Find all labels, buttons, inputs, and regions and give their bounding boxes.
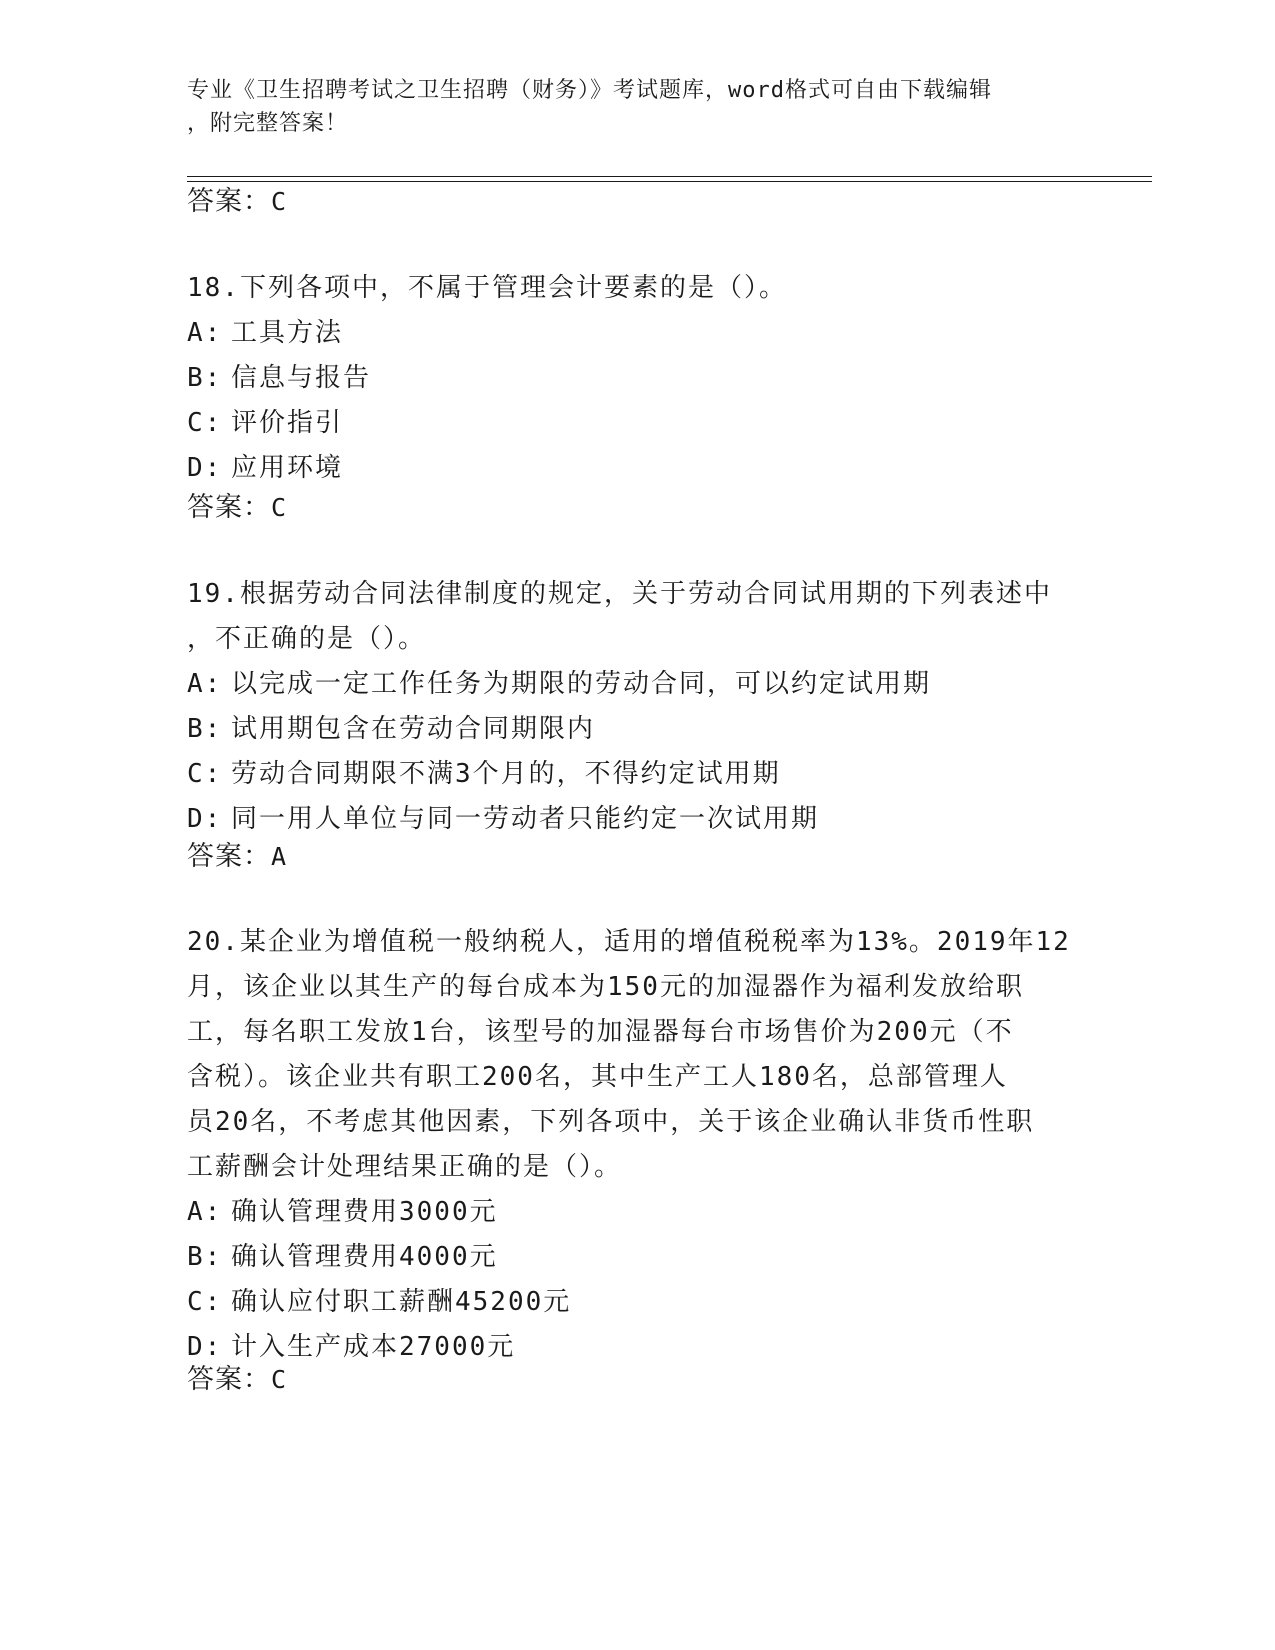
header-line-1: 专业《卫生招聘考试之卫生招聘（财务）》考试题库，word格式可自由下载编辑 xyxy=(187,78,992,103)
answer-label: 答案： xyxy=(187,841,271,872)
option-letter: D: xyxy=(187,453,223,483)
option-text: 确认管理费用4000元 xyxy=(231,1242,498,1272)
option-text: 确认应付职工薪酬45200元 xyxy=(231,1287,572,1317)
option-text: 工具方法 xyxy=(231,318,344,348)
option-letter: C: xyxy=(187,759,223,789)
option-letter: C: xyxy=(187,1287,223,1317)
question-stem-line-4: 含税）。该企业共有职工200名，其中生产工人180名，总部管理人 xyxy=(187,1062,1008,1092)
option-text: 劳动合同期限不满3个月的，不得约定试用期 xyxy=(231,759,781,789)
option-c xyxy=(187,401,1087,446)
document-header xyxy=(187,74,1067,140)
option-letter: A: xyxy=(187,669,223,699)
option-text: 试用期包含在劳动合同期限内 xyxy=(231,714,596,744)
option-letter: D: xyxy=(187,1332,223,1362)
question-stem-line-2: 月，该企业以其生产的每台成本为150元的加湿器作为福利发放给职 xyxy=(187,972,1024,1002)
option-text: 评价指引 xyxy=(231,408,344,438)
question-18 xyxy=(187,266,1087,491)
option-b xyxy=(187,1235,1087,1280)
option-text: 计入生产成本27000元 xyxy=(231,1332,516,1362)
question-stem-line-2: ，不正确的是（）。 xyxy=(187,624,427,654)
option-text: 确认管理费用3000元 xyxy=(231,1197,498,1227)
option-letter: B: xyxy=(187,363,223,393)
question-stem-line-1: 20.某企业为增值税一般纳税人，适用的增值税税率为13%。2019年12 xyxy=(187,927,1071,957)
option-d xyxy=(187,446,1087,491)
answer-label: 答案： xyxy=(187,492,271,523)
answer-value: C xyxy=(271,1365,288,1394)
answer-label: 答案： xyxy=(187,1364,271,1395)
answer-value: C xyxy=(271,187,288,216)
answer-label: 答案： xyxy=(187,186,271,217)
question-stem-line-1: 19.根据劳动合同法律制度的规定，关于劳动合同试用期的下列表述中 xyxy=(187,579,1052,609)
option-letter: B: xyxy=(187,714,223,744)
option-text: 应用环境 xyxy=(231,453,344,483)
answer-19 xyxy=(187,837,287,877)
option-b xyxy=(187,707,1087,752)
option-a xyxy=(187,311,1087,356)
option-text: 同一用人单位与同一劳动者只能约定一次试用期 xyxy=(231,804,820,834)
option-letter: A: xyxy=(187,1197,223,1227)
answer-value: C xyxy=(271,493,288,522)
option-c xyxy=(187,1280,1087,1325)
option-letter: D: xyxy=(187,804,223,834)
option-letter: A: xyxy=(187,318,223,348)
option-d xyxy=(187,797,1087,842)
option-letter: B: xyxy=(187,1242,223,1272)
header-line-2: ，附完整答案！ xyxy=(187,111,349,136)
option-text: 以完成一定工作任务为期限的劳动合同，可以约定试用期 xyxy=(231,669,932,699)
question-19 xyxy=(187,572,1087,842)
question-stem-line-6: 工薪酬会计处理结果正确的是（）。 xyxy=(187,1152,623,1182)
header-divider-top xyxy=(187,176,1152,177)
option-letter: C: xyxy=(187,408,223,438)
prev-answer xyxy=(187,182,287,222)
question-stem: 18.下列各项中，不属于管理会计要素的是（）。 xyxy=(187,273,787,303)
question-stem-line-5: 员20名，不考虑其他因素，下列各项中，关于该企业确认非货币性职 xyxy=(187,1107,1035,1137)
question-20 xyxy=(187,920,1087,1370)
question-stem-line-3: 工，每名职工发放1台，该型号的加湿器每台市场售价为200元（不 xyxy=(187,1017,1014,1047)
answer-20 xyxy=(187,1360,287,1400)
option-b xyxy=(187,356,1087,401)
option-d xyxy=(187,1325,1087,1370)
header-divider-bottom xyxy=(187,181,1152,182)
answer-value: A xyxy=(271,842,288,871)
option-a xyxy=(187,1190,1087,1235)
answer-18 xyxy=(187,488,287,528)
option-text: 信息与报告 xyxy=(231,363,372,393)
option-a xyxy=(187,662,1087,707)
option-c xyxy=(187,752,1087,797)
